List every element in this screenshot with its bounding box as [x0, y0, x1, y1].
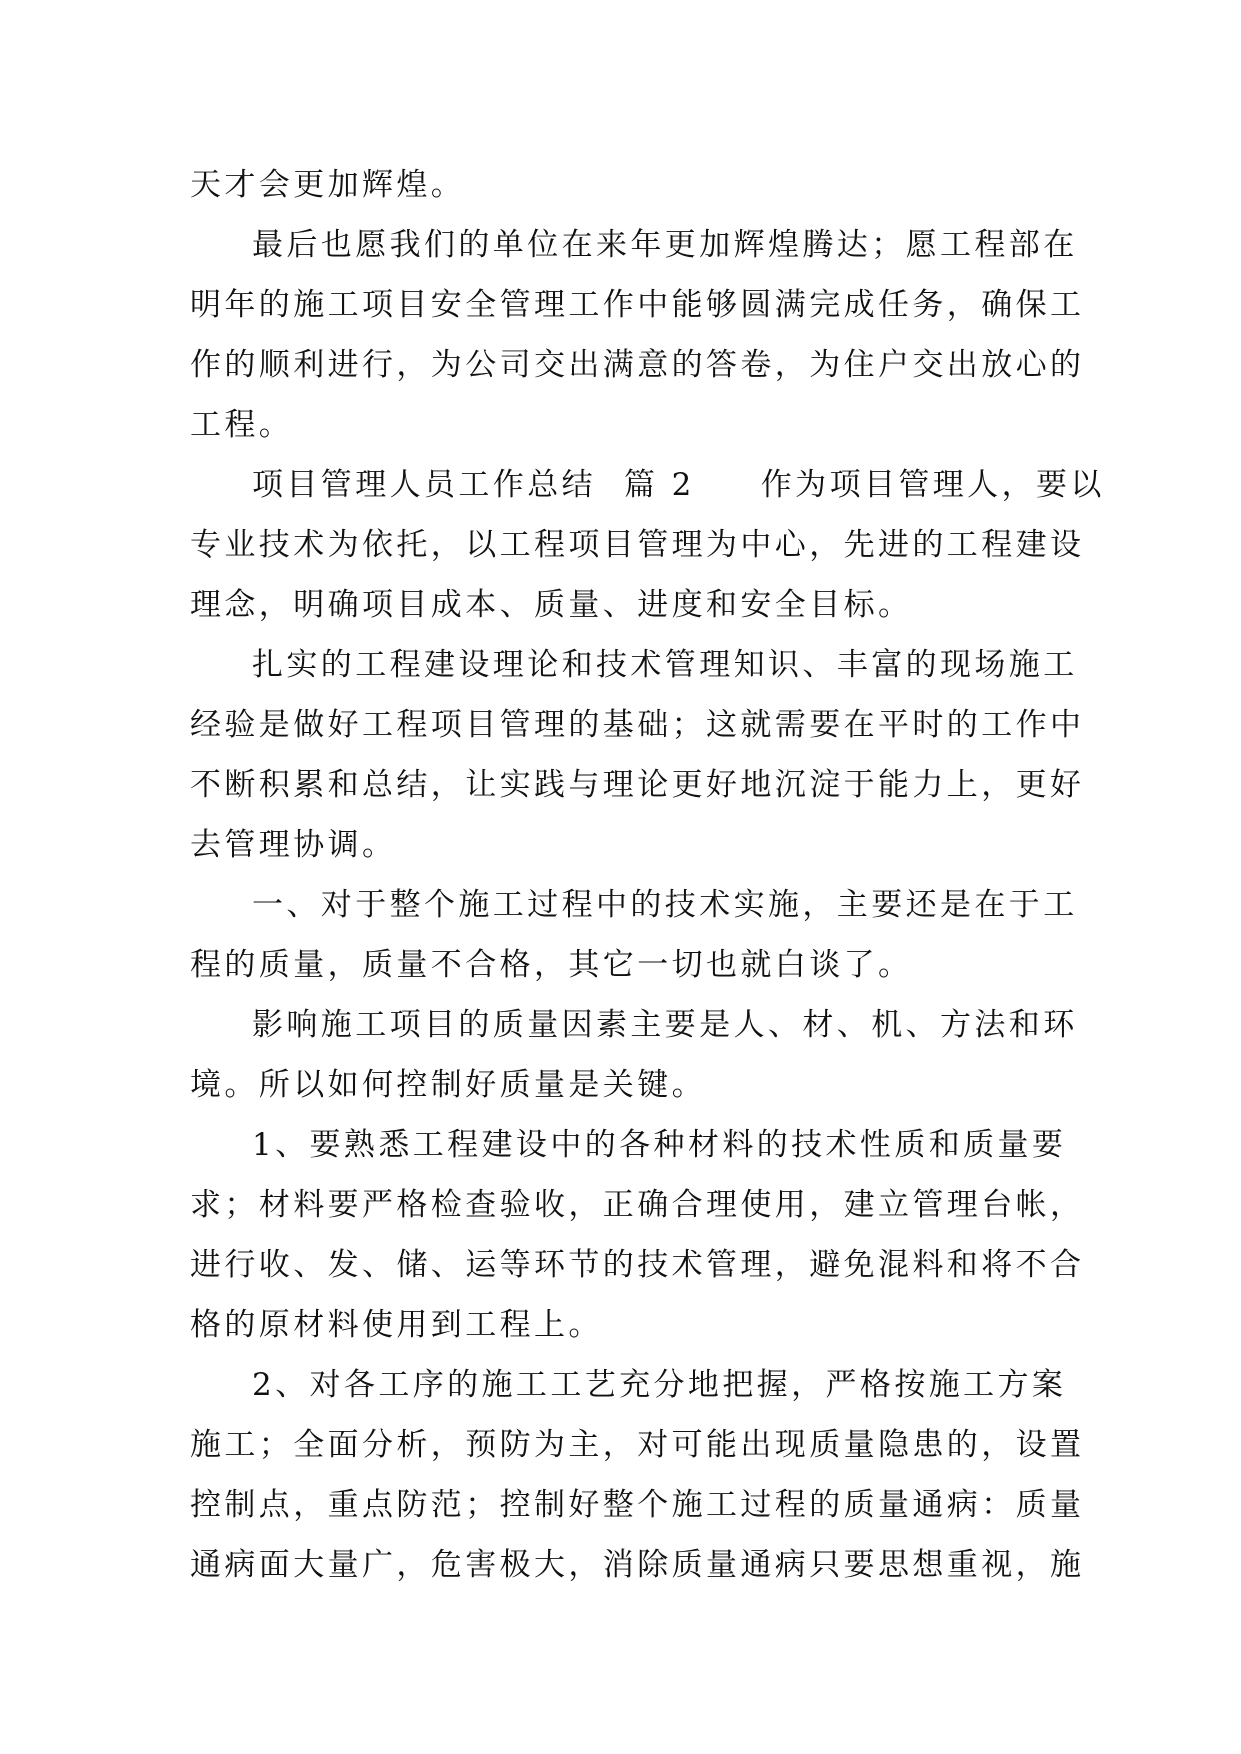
text-line: 控制点，重点防范；控制好整个施工过程的质量通病：质量 — [190, 1487, 1085, 1523]
text-line: 作的顺利进行，为公司交出满意的答卷，为住户交出放心的 — [190, 347, 1085, 383]
text-line: 天才会更加辉煌。 — [190, 167, 466, 203]
text-line: 专业技术为依托，以工程项目管理为中心，先进的工程建设 — [190, 527, 1085, 563]
text-line: 工程。 — [190, 407, 294, 443]
text-line: 程的质量，质量不合格，其它一切也就白谈了。 — [190, 947, 913, 983]
section-lead-text: 作为项目管理人，要以 — [760, 467, 1105, 503]
paragraph-first-line: 2、对各工序的施工工艺充分地把握，严格按施工方案 — [252, 1367, 1067, 1403]
text-line: 境。所以如何控制好质量是关键。 — [190, 1067, 706, 1103]
text-line: 进行收、发、储、运等环节的技术管理，避免混料和将不合 — [190, 1247, 1085, 1283]
paragraph-first-line: 扎实的工程建设理论和技术管理知识、丰富的现场施工 — [252, 647, 1078, 683]
paragraph-first-line: 1、要熟悉工程建设中的各种材料的技术性质和质量要 — [252, 1127, 1067, 1163]
section-heading-line — [190, 455, 1105, 515]
paragraph-first-line: 一、对于整个施工过程中的技术实施，主要还是在于工 — [252, 887, 1078, 923]
text-line: 通病面大量广，危害极大，消除质量通病只要思想重视，施 — [190, 1547, 1085, 1583]
text-line: 求；材料要严格检查验收，正确合理使用，建立管理台帐， — [190, 1187, 1085, 1223]
text-line: 格的原材料使用到工程上。 — [190, 1307, 603, 1343]
section-part-number: 篇 2 — [624, 467, 695, 503]
paragraph-first-line: 影响施工项目的质量因素主要是人、材、机、方法和环 — [252, 1007, 1078, 1043]
text-line: 去管理协调。 — [190, 827, 397, 863]
text-line: 不断积累和总结，让实践与理论更好地沉淀于能力上，更好 — [190, 767, 1085, 803]
text-line: 理念，明确项目成本、质量、进度和安全目标。 — [190, 587, 913, 623]
text-line: 施工；全面分析，预防为主，对可能出现质量隐患的，设置 — [190, 1427, 1085, 1463]
body-text — [190, 155, 1105, 1595]
section-title: 项目管理人员工作总结 — [252, 467, 596, 503]
text-line: 明年的施工项目安全管理工作中能够圆满完成任务，确保工 — [190, 287, 1085, 323]
paragraph-first-line: 最后也愿我们的单位在来年更加辉煌腾达；愿工程部在 — [252, 227, 1078, 263]
text-line: 经验是做好工程项目管理的基础；这就需要在平时的工作中 — [190, 707, 1085, 743]
